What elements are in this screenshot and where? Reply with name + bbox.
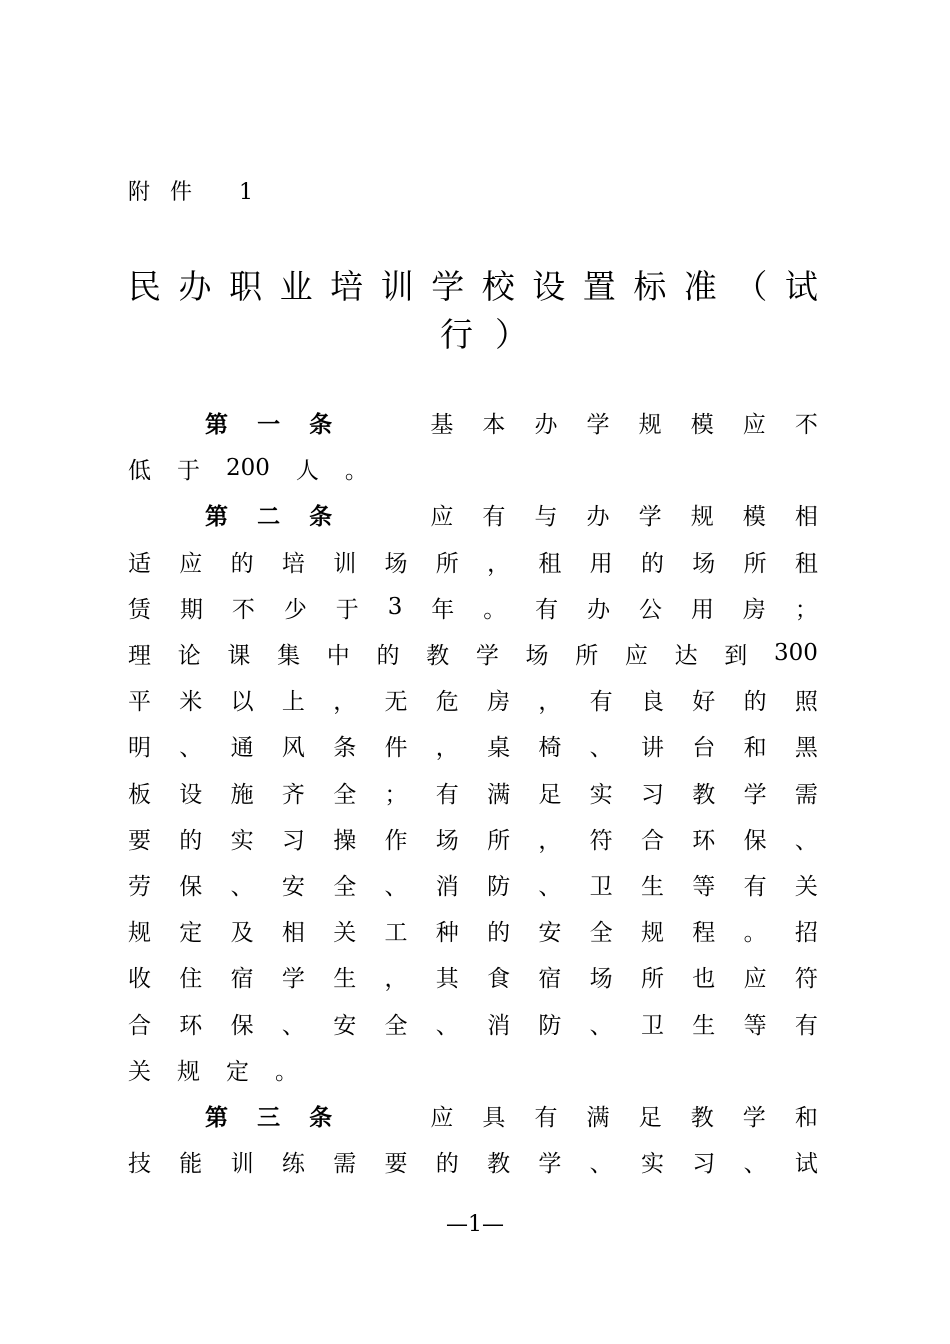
text-char: 讲 <box>640 734 664 761</box>
text-char: 满 <box>586 1104 610 1131</box>
text-char: 关 <box>333 919 357 946</box>
text-char: 公 <box>639 596 663 623</box>
text-char: 宿 <box>538 965 562 992</box>
text-char: ， <box>435 734 459 761</box>
text-char: 条 <box>333 734 357 761</box>
text-char: 、 <box>179 734 203 761</box>
text-char: ， <box>538 827 562 854</box>
text-char: 人 <box>295 457 319 484</box>
text-char: 应 <box>430 1104 454 1131</box>
title-char: （ <box>734 267 768 306</box>
text-char: 齐 <box>281 781 305 808</box>
text-char: 定 <box>179 919 203 946</box>
text-char: 应 <box>430 503 454 530</box>
text-char: 。 <box>275 1058 298 1085</box>
text-char: 需 <box>333 1150 357 1177</box>
text-char: 危 <box>435 688 459 715</box>
text-char: 照 <box>794 688 818 715</box>
text-char: 招 <box>794 919 818 946</box>
text-char: 劳 <box>128 873 151 900</box>
document-title-line-2: 行） <box>440 315 550 354</box>
article-heading-char: 第 <box>205 410 228 438</box>
text-char: 练 <box>281 1150 305 1177</box>
text-char: ， <box>333 688 357 715</box>
text-char: 办 <box>586 503 610 530</box>
text-char: ， <box>487 550 511 577</box>
text-char: 实 <box>589 781 613 808</box>
article-heading-char: 二 <box>257 502 281 530</box>
text-char: 明 <box>128 734 151 761</box>
text-char: 相 <box>281 919 305 946</box>
text-char: 所 <box>487 827 511 854</box>
article-first-line <box>205 496 818 532</box>
text-char: 租 <box>538 550 562 577</box>
text-char: 低 <box>128 457 151 484</box>
text-char: 全 <box>589 919 613 946</box>
text-char: 设 <box>179 781 203 808</box>
text-char: 环 <box>692 827 716 854</box>
article-first-line <box>205 1097 818 1133</box>
article-heading-char: 条 <box>309 1103 333 1131</box>
text-char: 足 <box>638 1104 662 1131</box>
text-char: 椅 <box>538 734 562 761</box>
title-char: 标 <box>633 267 667 306</box>
text-char: 消 <box>435 873 459 900</box>
article-line <box>128 866 818 902</box>
text-char: 办 <box>587 596 611 623</box>
article-line <box>128 820 818 856</box>
text-char: 基 <box>430 411 454 438</box>
text-char: 期 <box>179 596 203 623</box>
text-char: 租 <box>794 550 818 577</box>
article-line <box>128 1005 818 1041</box>
text-char: 有 <box>743 873 767 900</box>
text-char: 习 <box>281 827 305 854</box>
text-char: 卫 <box>589 873 613 900</box>
text-char: 所 <box>435 550 459 577</box>
text-char: 适 <box>128 550 151 577</box>
text-char: 教 <box>692 781 716 808</box>
text-char: 有 <box>435 781 459 808</box>
text-char: 年 <box>431 596 455 623</box>
text-char: 良 <box>640 688 664 715</box>
text-char: 习 <box>640 781 664 808</box>
text-char: 全 <box>384 1012 408 1039</box>
text-char: ， <box>538 688 562 715</box>
text-char: 的 <box>640 550 664 577</box>
title-char: 学 <box>431 267 465 306</box>
text-char: 卫 <box>640 1012 664 1039</box>
text-char: 平 <box>128 688 151 715</box>
text-char: 用 <box>690 596 714 623</box>
text-char: 用 <box>589 550 613 577</box>
title-char: 置 <box>582 267 616 306</box>
text-char: 、 <box>589 734 613 761</box>
text-char: 有 <box>794 1012 818 1039</box>
text-char: 相 <box>794 503 818 530</box>
article-line <box>128 1143 818 1179</box>
text-char: 的 <box>376 642 400 669</box>
text-char: 场 <box>589 965 613 992</box>
text-char: 工 <box>384 919 408 946</box>
text-char: 所 <box>575 642 599 669</box>
text-char: 操 <box>333 827 357 854</box>
text-char: 场 <box>435 827 459 854</box>
text-char: 300 <box>773 640 818 666</box>
article-line <box>128 774 818 810</box>
article-heading-char: 三 <box>257 1103 281 1131</box>
text-char: 。 <box>743 919 767 946</box>
text-char: 、 <box>384 873 408 900</box>
article-heading-char: 一 <box>257 410 281 438</box>
text-char: 收 <box>128 965 151 992</box>
text-char: 教 <box>690 1104 714 1131</box>
text-char: ， <box>384 965 408 992</box>
text-char: 要 <box>128 827 151 854</box>
text-char: ； <box>384 781 408 808</box>
text-char: 风 <box>281 734 305 761</box>
article-heading-char: 条 <box>309 410 333 438</box>
text-char: 学 <box>638 503 662 530</box>
text-char: 其 <box>435 965 459 992</box>
text-char: 本 <box>482 411 506 438</box>
page-number: —1— <box>446 1212 504 1237</box>
article-line <box>128 912 818 948</box>
article-line <box>128 543 818 579</box>
text-char: 程 <box>692 919 716 946</box>
text-char: 好 <box>692 688 716 715</box>
text-char: 台 <box>692 734 716 761</box>
text-char: 、 <box>230 873 254 900</box>
text-char: 学 <box>538 1150 562 1177</box>
text-char: 合 <box>128 1012 151 1039</box>
article-line <box>128 958 818 994</box>
text-char: 环 <box>179 1012 203 1039</box>
text-char: 满 <box>487 781 511 808</box>
title-char: 准 <box>683 267 717 306</box>
text-char: 、 <box>538 873 562 900</box>
title-char: 训 <box>380 267 414 306</box>
text-char: 宿 <box>230 965 254 992</box>
text-char: 应 <box>624 642 648 669</box>
text-char: 的 <box>743 688 767 715</box>
title-char: 校 <box>481 267 515 306</box>
text-char: 少 <box>283 596 307 623</box>
text-char: 保 <box>179 873 203 900</box>
text-char: 安 <box>281 873 305 900</box>
text-char: 、 <box>589 1012 613 1039</box>
text-char: 生 <box>640 873 664 900</box>
text-char: 足 <box>538 781 562 808</box>
text-char: 规 <box>640 919 664 946</box>
text-char: 以 <box>230 688 254 715</box>
title-char: 设 <box>532 267 566 306</box>
text-char: 不 <box>231 596 255 623</box>
article-line <box>128 681 818 717</box>
title-char: 职 <box>229 267 263 306</box>
text-char: 防 <box>538 1012 562 1039</box>
text-char: 要 <box>384 1150 408 1177</box>
text-char: 黑 <box>794 734 818 761</box>
text-char: 施 <box>230 781 254 808</box>
text-char: 种 <box>435 919 459 946</box>
text-char: 场 <box>692 550 716 577</box>
title-char: 培 <box>330 267 364 306</box>
text-char: 和 <box>794 1104 818 1131</box>
text-char: 桌 <box>487 734 511 761</box>
text-char: 关 <box>794 873 818 900</box>
text-char: 、 <box>281 1012 305 1039</box>
article-heading-char: 条 <box>309 502 333 530</box>
text-char: 实 <box>640 1150 664 1177</box>
title-char: 试 <box>784 267 818 306</box>
text-char: 训 <box>333 550 357 577</box>
text-char: 200 <box>226 455 270 481</box>
article-line <box>128 727 818 763</box>
text-char: 具 <box>482 1104 506 1131</box>
text-char: 教 <box>487 1150 511 1177</box>
text-char: 。 <box>483 596 507 623</box>
text-char: 学 <box>742 1104 766 1131</box>
text-char: 消 <box>487 1012 511 1039</box>
article-heading-char: 第 <box>205 502 228 530</box>
text-char: 无 <box>384 688 408 715</box>
text-char: 规 <box>128 919 151 946</box>
text-char: 培 <box>281 550 305 577</box>
text-char: 需 <box>794 781 818 808</box>
annex-label: 附件 1 <box>128 180 273 205</box>
text-char: 食 <box>487 965 511 992</box>
text-char: 赁 <box>128 596 151 623</box>
text-char: 作 <box>384 827 408 854</box>
article-line <box>128 635 818 671</box>
text-char: 场 <box>525 642 549 669</box>
text-char: 实 <box>230 827 254 854</box>
text-char: 不 <box>794 411 818 438</box>
text-char: 件 <box>384 734 408 761</box>
text-char: 板 <box>128 781 151 808</box>
text-char: 有 <box>589 688 613 715</box>
text-char: 与 <box>534 503 558 530</box>
text-char: 技 <box>128 1150 151 1177</box>
text-char: 规 <box>177 1058 200 1085</box>
text-char: 也 <box>692 965 716 992</box>
text-char: 集 <box>277 642 301 669</box>
text-char: 、 <box>435 1012 459 1039</box>
text-char: 能 <box>179 1150 203 1177</box>
article-heading-char: 第 <box>205 1103 228 1131</box>
text-char: 安 <box>333 1012 357 1039</box>
text-char: 生 <box>692 1012 716 1039</box>
text-char: 和 <box>743 734 767 761</box>
text-char: 的 <box>230 550 254 577</box>
text-char: 关 <box>128 1058 151 1085</box>
text-char: 全 <box>333 781 357 808</box>
article-first-line <box>205 404 818 440</box>
text-char: 合 <box>640 827 664 854</box>
text-char: 的 <box>179 827 203 854</box>
text-char: 场 <box>384 550 408 577</box>
text-char: 安 <box>538 919 562 946</box>
article-line <box>128 450 818 486</box>
text-char: 。 <box>344 457 368 484</box>
text-char: 所 <box>640 965 664 992</box>
text-char: 的 <box>487 919 511 946</box>
text-char: 规 <box>690 503 714 530</box>
text-char: 、 <box>743 1150 767 1177</box>
text-char: 模 <box>742 503 766 530</box>
text-char: 房 <box>742 596 766 623</box>
text-char: 论 <box>177 642 201 669</box>
text-char: 有 <box>482 503 506 530</box>
text-char: 保 <box>230 1012 254 1039</box>
text-char: 教 <box>426 642 450 669</box>
text-char: 有 <box>535 596 559 623</box>
text-char: 学 <box>743 781 767 808</box>
document-title-line-1 <box>128 264 818 310</box>
text-char: 生 <box>333 965 357 992</box>
text-char: 学 <box>281 965 305 992</box>
text-char: 所 <box>743 550 767 577</box>
text-char: 学 <box>586 411 610 438</box>
title-char: 办 <box>178 267 212 306</box>
text-char: ； <box>794 596 818 623</box>
text-char: 防 <box>487 873 511 900</box>
text-char: 习 <box>692 1150 716 1177</box>
article-line <box>128 589 818 625</box>
text-char: 的 <box>435 1150 459 1177</box>
text-char: 理 <box>128 642 151 669</box>
text-char: 应 <box>743 965 767 992</box>
text-char: 有 <box>534 1104 558 1131</box>
text-char: 办 <box>534 411 558 438</box>
text-char: 、 <box>589 1150 613 1177</box>
text-char: 3 <box>387 594 403 620</box>
text-char: 住 <box>179 965 203 992</box>
text-char: 及 <box>230 919 254 946</box>
text-char: 米 <box>179 688 203 715</box>
title-char: 民 <box>128 267 161 306</box>
text-char: 达 <box>674 642 698 669</box>
text-char: 学 <box>475 642 499 669</box>
text-char: 等 <box>692 873 716 900</box>
text-char: 规 <box>638 411 662 438</box>
text-char: 中 <box>326 642 350 669</box>
text-char: 模 <box>690 411 714 438</box>
text-char: 训 <box>230 1150 254 1177</box>
text-char: 定 <box>226 1058 249 1085</box>
text-char: 于 <box>177 457 200 484</box>
title-char: 业 <box>279 267 313 306</box>
text-char: 、 <box>794 827 818 854</box>
text-char: 于 <box>335 596 359 623</box>
text-char: 上 <box>281 688 305 715</box>
text-char: 课 <box>227 642 251 669</box>
text-char: 符 <box>794 965 818 992</box>
text-char: 符 <box>589 827 613 854</box>
text-char: 全 <box>333 873 357 900</box>
text-char: 应 <box>742 411 766 438</box>
text-char: 到 <box>724 642 748 669</box>
text-char: 通 <box>230 734 254 761</box>
text-char: 等 <box>743 1012 767 1039</box>
article-line <box>128 1051 818 1087</box>
text-char: 试 <box>794 1150 818 1177</box>
text-char: 房 <box>487 688 511 715</box>
text-char: 应 <box>179 550 203 577</box>
text-char: 保 <box>743 827 767 854</box>
